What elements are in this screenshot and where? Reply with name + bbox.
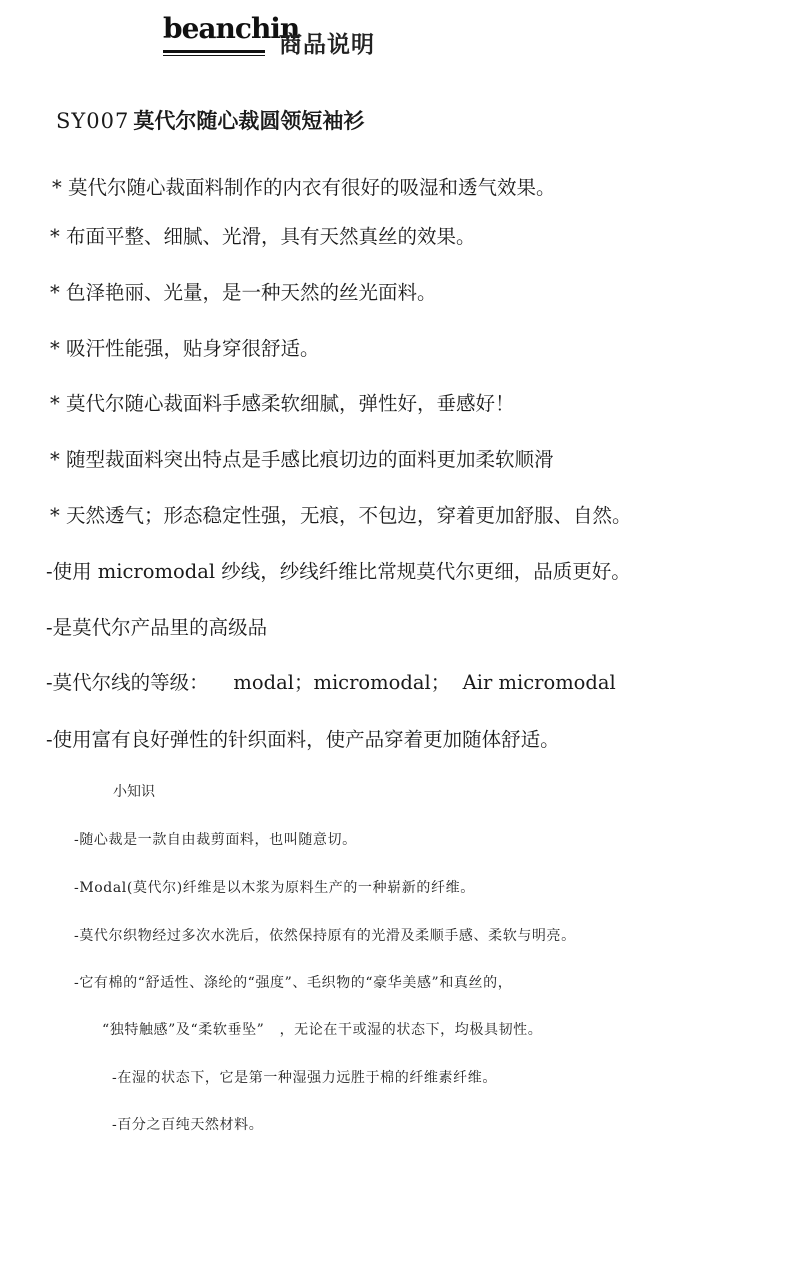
product-name: 莫代尔随心裁圆领短袖衫 xyxy=(133,109,365,133)
feature-item: * 布面平整、细腻、光滑，具有天然真丝的效果。 xyxy=(50,225,476,248)
feature-item: * 吸汗性能强，贴身穿很舒适。 xyxy=(50,337,320,360)
feature-item: * 随型裁面料突出特点是手感比痕切边的面料更加柔软顺滑 xyxy=(50,448,554,471)
tip-item: -百分之百纯天然材料。 xyxy=(112,1117,264,1133)
header-title: 商品说明 xyxy=(279,32,375,58)
feature-item: * 色泽艳丽、光量，是一种天然的丝光面料。 xyxy=(50,281,437,304)
tip-item: -它有棉的“舒适性、涤纶的“强度”、毛织物的“豪华美感”和真丝的， xyxy=(74,975,513,991)
feature-item: -莫代尔线的等级： modal；micromodal； Air micromodal xyxy=(46,671,616,694)
feature-item: -使用富有良好弹性的针织面料，使产品穿着更加随体舒适。 xyxy=(46,728,560,751)
brand-logo: beanchin xyxy=(163,12,300,45)
feature-item: * 莫代尔随心裁面料手感柔软细腻，弹性好，垂感好！ xyxy=(50,392,515,415)
tip-item: -在湿的状态下，它是第一种湿强力远胜于棉的纤维素纤维。 xyxy=(112,1070,497,1086)
feature-item: * 莫代尔随心裁面料制作的内衣有很好的吸湿和透气效果。 xyxy=(52,176,556,199)
page-header xyxy=(163,8,583,64)
tip-item: -莫代尔织物经过多次水洗后，依然保持原有的光滑及柔顺手感、柔软与明亮。 xyxy=(74,928,576,944)
logo-underline-thin xyxy=(163,55,265,56)
tips-title: 小知识 xyxy=(113,784,155,800)
logo-underline xyxy=(163,50,265,53)
tip-item: -随心裁是一款自由裁剪面料，也叫随意切。 xyxy=(74,832,357,848)
tip-item: -Modal(莫代尔)纤维是以木浆为原料生产的一种崭新的纤维。 xyxy=(74,880,475,896)
product-title xyxy=(56,106,364,136)
product-code: SY007 xyxy=(56,109,130,133)
feature-item: -是莫代尔产品里的高级品 xyxy=(46,616,268,639)
tip-item: “独特触感”及“柔软垂坠” ，无论在干或湿的状态下，均极具韧性。 xyxy=(102,1022,543,1038)
feature-item: -使用 micromodal 纱线，纱线纤维比常规莫代尔更细，品质更好。 xyxy=(46,560,631,583)
feature-item: * 天然透气；形态稳定性强，无痕，不包边，穿着更加舒服、自然。 xyxy=(50,504,632,527)
